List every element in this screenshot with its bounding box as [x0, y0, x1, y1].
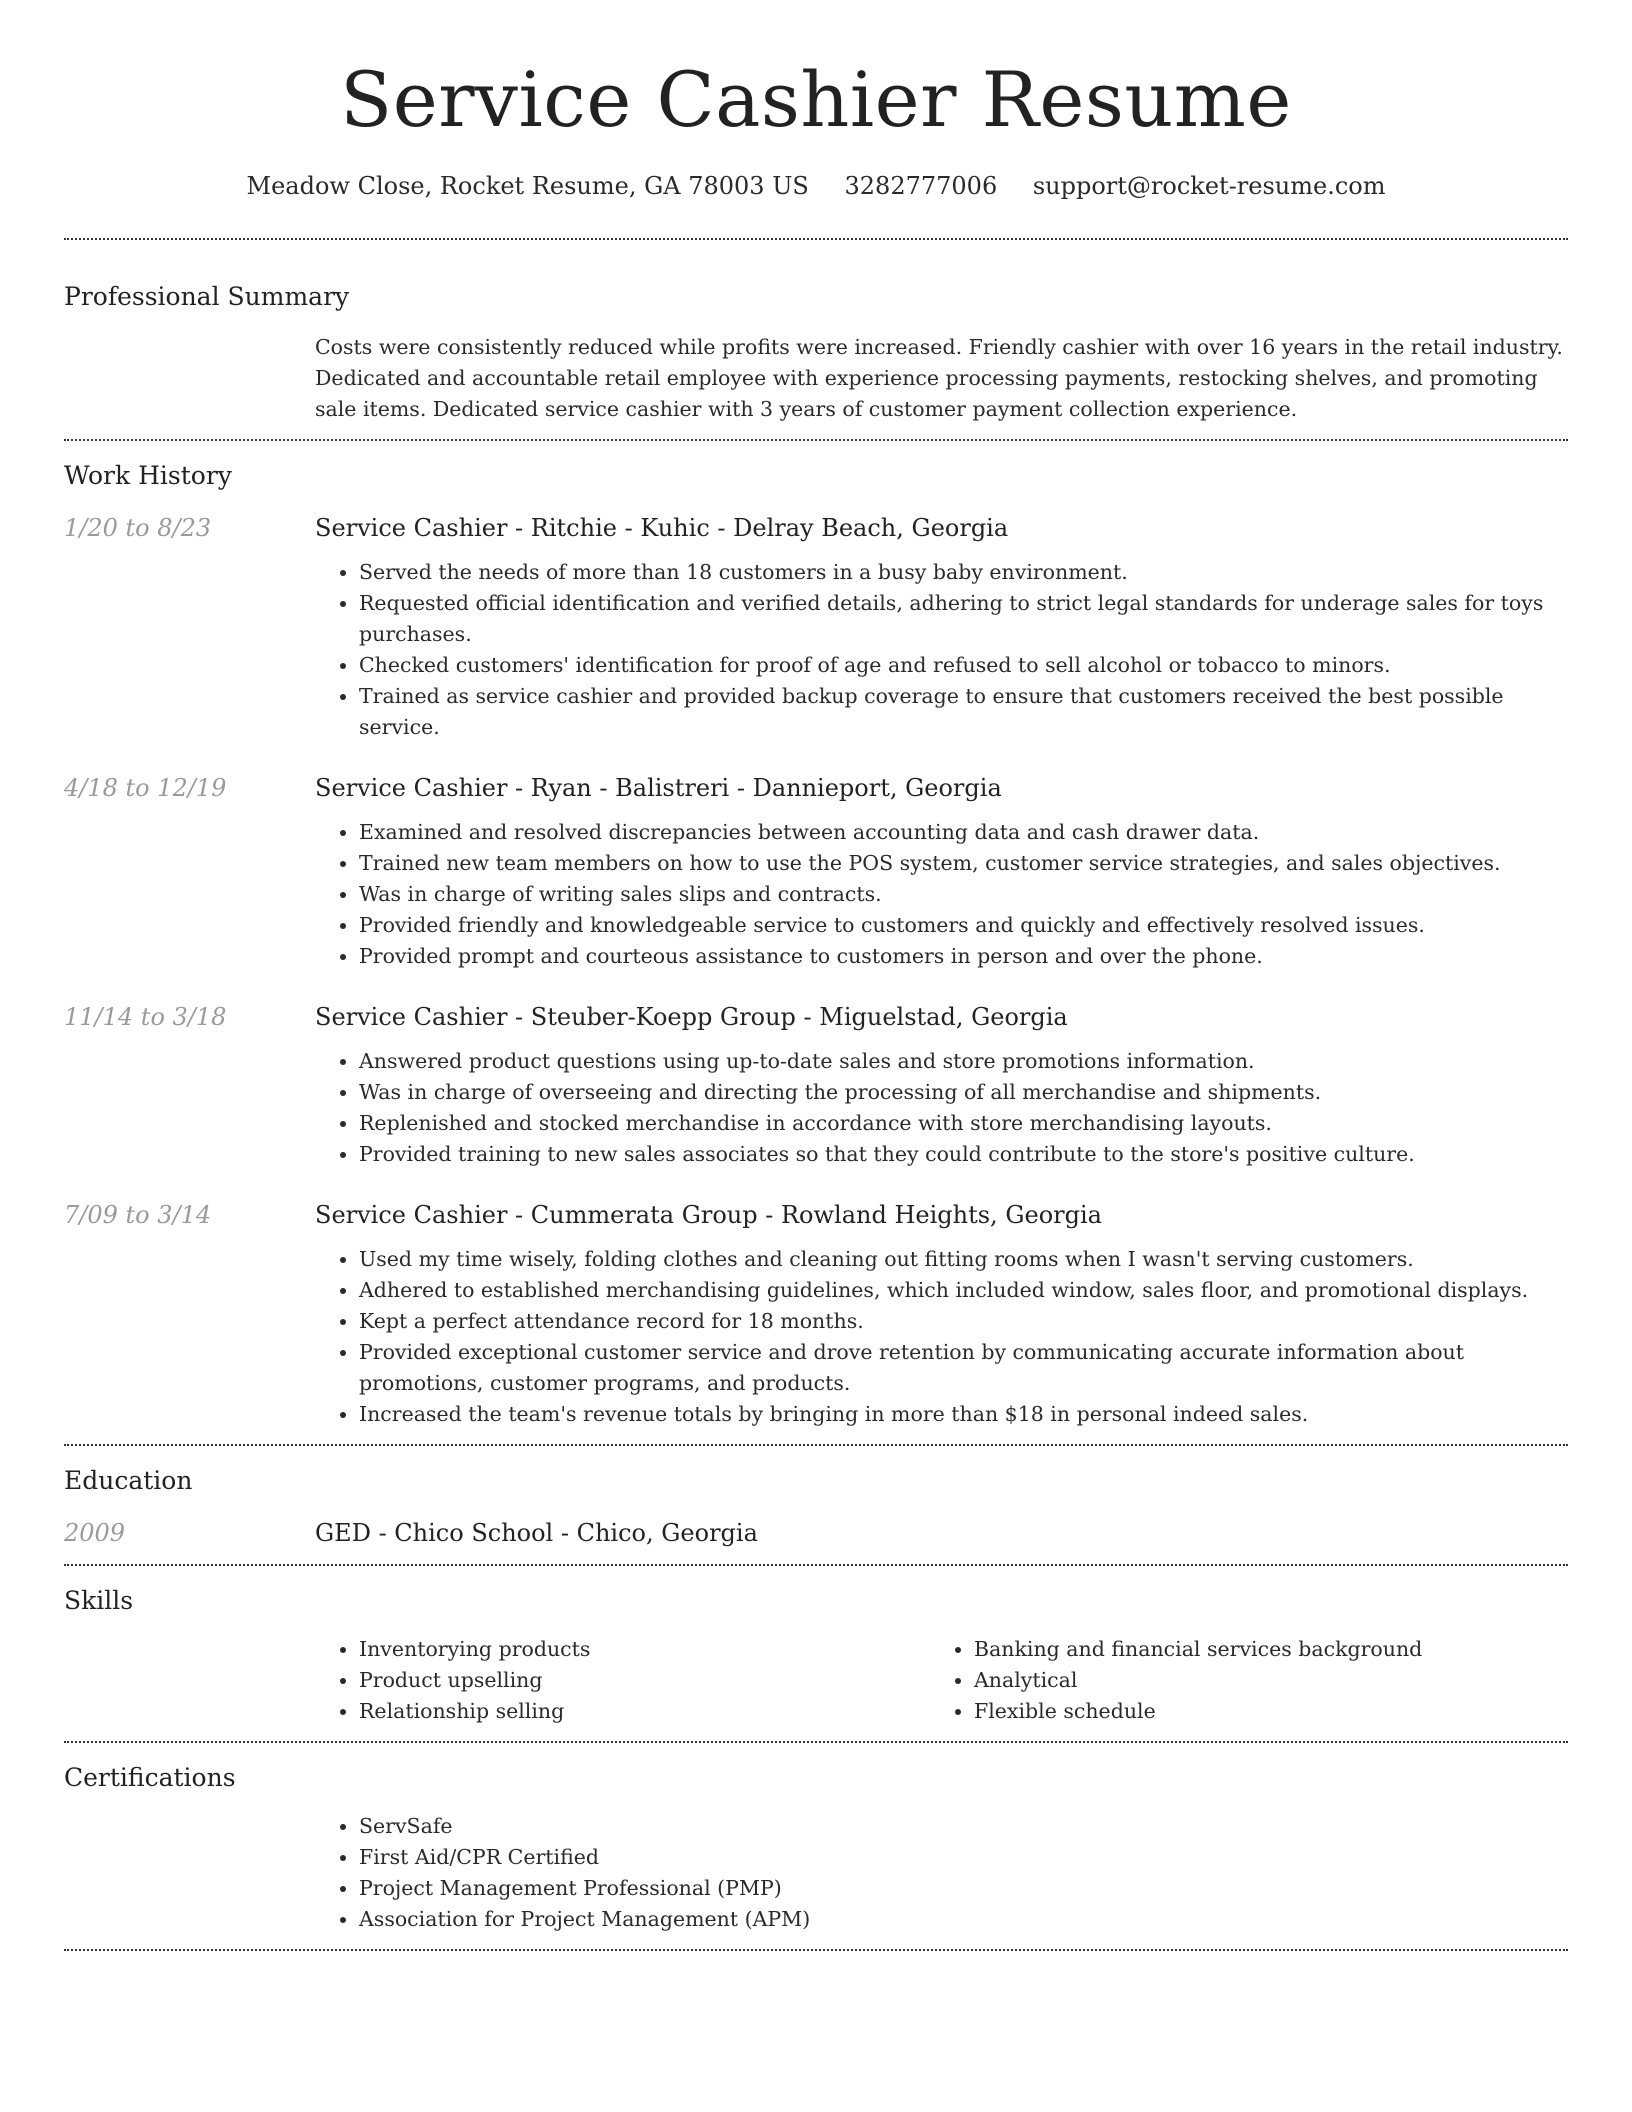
job-dates: 4/18 to 12/19 [64, 774, 227, 802]
list-item: • Relationship selling [359, 1696, 930, 1727]
resume-title: Service Cashier Resume [340, 55, 1292, 144]
education-body [315, 1516, 1568, 1550]
list-item: • Project Management Professional (PMP) [359, 1873, 1568, 1904]
job-dates: 1/20 to 8/23 [64, 514, 212, 542]
list-item: • Association for Project Management (APM) [359, 1904, 1568, 1935]
list-item: • Inventorying products [359, 1634, 930, 1665]
resume-header [64, 0, 1568, 202]
list-item: • Provided training to new sales associates so that they could contribute to the store's positive culture. [359, 1139, 1568, 1170]
list-item: • ServSafe [359, 1811, 1568, 1842]
job-body [315, 1198, 1568, 1430]
list-item: • Replenished and stocked merchandise in accordance with store merchandising layouts. [359, 1108, 1568, 1139]
section-title: Work History [64, 461, 232, 490]
list-item: • Analytical [974, 1665, 1568, 1696]
list-item: • Was in charge of overseeing and directing the processing of all merchandise and shipments. [359, 1077, 1568, 1108]
job-body [315, 771, 1568, 972]
list-item: • Trained as service cashier and provided backup coverage to ensure that customers received the best possible service. [359, 681, 1568, 743]
contact-phone: 3282777006 [844, 172, 998, 200]
job-bullets [315, 1046, 1568, 1170]
section-title: Skills [64, 1586, 134, 1615]
list-item: • Was in charge of writing sales slips and contracts. [359, 879, 1568, 910]
certifications-list [315, 1811, 1568, 1935]
job-entry [64, 1198, 1568, 1430]
skills-list [315, 1634, 1568, 1727]
skills-bullets [315, 1634, 930, 1727]
education-year: 2009 [64, 1519, 126, 1547]
job-entry [64, 771, 1568, 972]
summary-section [64, 240, 1568, 439]
list-item: • Flexible schedule [974, 1696, 1568, 1727]
skills-section [64, 1566, 1568, 1741]
list-item: • First Aid/CPR Certified [359, 1842, 1568, 1873]
list-item: • Served the needs of more than 18 customers in a busy baby environment. [359, 557, 1568, 588]
contact-line [64, 170, 1568, 202]
job-role: Service Cashier - Ryan - Balistreri - Dannieport, Georgia [315, 774, 1002, 802]
section-title: Certifications [64, 1763, 236, 1792]
job-body [315, 511, 1568, 743]
job-bullets [315, 817, 1568, 972]
job-entry [64, 511, 1568, 743]
certifications-section [64, 1743, 1568, 1949]
list-item: • Increased the team's revenue totals by bringing in more than $18 in personal indeed sales. [359, 1399, 1568, 1430]
list-item: • Banking and financial services background [974, 1634, 1568, 1665]
education-degree: GED - Chico School - Chico, Georgia [315, 1519, 758, 1547]
list-item: • Checked customers' identification for proof of age and refused to sell alcohol or tobacco to minors. [359, 650, 1568, 681]
job-bullets [315, 557, 1568, 743]
list-item: • Provided exceptional customer service and drove retention by communicating accurate information about promotions, customer programs, and products. [359, 1337, 1568, 1399]
section-title: Professional Summary [64, 282, 350, 311]
list-item: • Answered product questions using up-to-date sales and store promotions information. [359, 1046, 1568, 1077]
section-title: Education [64, 1466, 193, 1495]
contact-address: Meadow Close, Rocket Resume, GA 78003 US [246, 172, 809, 200]
list-item: • Provided friendly and knowledgeable service to customers and quickly and effectively resolved issues. [359, 910, 1568, 941]
education-entry [64, 1516, 1568, 1550]
job-body [315, 1000, 1568, 1170]
job-role: Service Cashier - Ritchie - Kuhic - Delray Beach, Georgia [315, 514, 1009, 542]
certifications-bullets [315, 1811, 1568, 1935]
contact-email: support@rocket-resume.com [1032, 172, 1386, 200]
job-entry [64, 1000, 1568, 1170]
list-item: • Product upselling [359, 1665, 930, 1696]
list-item: • Adhered to established merchandising guidelines, which included window, sales floor, and promotional displays. [359, 1275, 1568, 1306]
list-item: • Used my time wisely, folding clothes and cleaning out fitting rooms when I wasn't serving customers. [359, 1244, 1568, 1275]
list-item: • Provided prompt and courteous assistance to customers in person and over the phone. [359, 941, 1568, 972]
list-item: • Requested official identification and verified details, adhering to strict legal standards for underage sales for toys purchases. [359, 588, 1568, 650]
job-bullets [315, 1244, 1568, 1430]
job-dates: 7/09 to 3/14 [64, 1201, 212, 1229]
divider [64, 1949, 1568, 1951]
summary-text: Costs were consistently reduced while profits were increased. Friendly cashier with over 16 years in the retail industry. Dedicated and accountable retail employee with experience processing payments, restocking shelves, and promoting sale items. Dedicated service cashier with 3 years of customer payment collection experience. [315, 335, 1563, 421]
skills-column-left [315, 1634, 930, 1727]
list-item: • Kept a perfect attendance record for 18 months. [359, 1306, 1568, 1337]
skills-bullets [930, 1634, 1568, 1727]
list-item: • Trained new team members on how to use the POS system, customer service strategies, and sales objectives. [359, 848, 1568, 879]
education-section [64, 1446, 1568, 1564]
job-role: Service Cashier - Cummerata Group - Rowland Heights, Georgia [315, 1201, 1102, 1229]
list-item: • Examined and resolved discrepancies between accounting data and cash drawer data. [359, 817, 1568, 848]
job-role: Service Cashier - Steuber-Koepp Group - Miguelstad, Georgia [315, 1003, 1068, 1031]
work-history-section [64, 441, 1568, 1444]
skills-column-right [930, 1634, 1568, 1727]
job-dates: 11/14 to 3/18 [64, 1003, 227, 1031]
